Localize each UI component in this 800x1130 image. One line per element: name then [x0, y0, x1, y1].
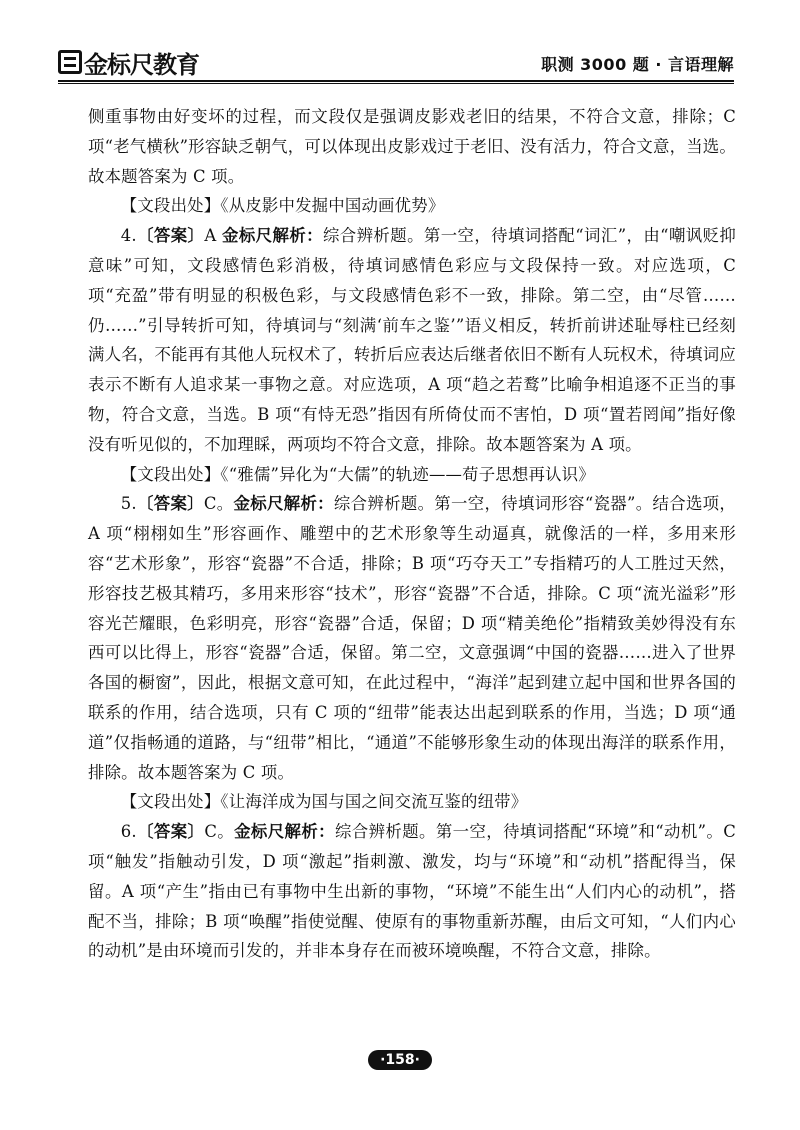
question-4-analysis — [88, 221, 736, 459]
analysis-label: 金标尺解析： — [234, 822, 335, 842]
analysis-text: 综合辨析题。第一空，待填词搭配“词汇”，由“嘲讽贬抑意味”可知，文段感情色彩消极，待填词感情色彩应与文段保持一致。对应选项，C 项“充盈”带有明显的积极色彩，与文段感情色彩不一致，排除。第二空，由“尽管……仍……”引导转折可知，待填词与“刻满‘前车之鉴’”语义相反，转折前讲述耻辱柱已经刻满人名，不能再有其他人玩权术了，转折后应表达后继者依旧不断有人玩权术，待填词应表示不断有人追求某一事物之意。对应选项，A 项“趋之若鹜”比喻争相追逐不正当的事物，符合文意，当选。B 项“有恃无恐”指因有所倚仗而不害怕，D 项“置若罔闻”指好像没有听见似的，不加理睬，两项均不符合文意，排除。故本题答案为 A 项。 — [88, 226, 737, 454]
book-title: 职测 3000 题 · 言语理解 — [541, 55, 734, 74]
question-number: 5. — [120, 494, 137, 514]
analysis-text: 综合辨析题。第一空，待填词形容“瓷器”。结合选项，A 项“栩栩如生”形容画作、雕塑中的艺术形象等生动逼真，就像活的一样，多用来形容“艺术形象”，形容“瓷器”不合适，排除；B 项“巧夺天工”专指精巧的人工胜过天然，形容技艺极其精巧，多用来形容“技术”，形容“瓷器”不合适，排除。C 项“流光溢彩”形容光芒耀眼，色彩明亮，形容“瓷器”合适，保留；D 项“精美绝伦”指精致美妙得没有东西可以比得上，形容“瓷器”合适，保留。第二空，文意强调“中国的瓷器……进入了世界各国的橱窗”，因此，根据文意可知，在此过程中，“海洋”起到建立起中国和世界各国的联系的作用，结合选项，只有 C 项的“纽带”能表达出起到联系的作用，当选；D 项“通道”仅指畅通的道路，与“纽带”相比，“通道”不能够形象生动的体现出海洋的联系作用，排除。故本题答案为 C 项。 — [88, 494, 736, 782]
answer-label: 〔答案〕 — [136, 822, 205, 842]
page-header — [58, 46, 734, 86]
source-citation: 【文段出处】《从皮影中发掘中国动画优势》 — [120, 196, 445, 216]
brand-name: 金标尺教育 — [84, 50, 199, 79]
answer-value: C。 — [204, 822, 235, 842]
brand-logo-icon — [58, 50, 82, 74]
answer-label: 〔答案〕 — [136, 226, 205, 246]
answer-value: C。 — [203, 494, 234, 514]
answer-label: 〔答案〕 — [136, 494, 204, 514]
analysis-label: 金标尺解析： — [222, 226, 323, 246]
source-citation: 【文段出处】《让海洋成为国与国之间交流互鉴的纽带》 — [120, 792, 528, 812]
question-number: 6. — [120, 822, 137, 842]
analysis-label: 金标尺解析： — [233, 494, 334, 514]
question-5-analysis — [88, 489, 736, 787]
page-content — [88, 102, 736, 966]
answer-value: A — [204, 226, 223, 246]
header-divider — [58, 80, 734, 84]
question-number: 4. — [120, 226, 137, 246]
paragraph-continued: 侧重事物由好变坏的过程，而文段仅是强调皮影戏老旧的结果，不符合文意，排除；C 项“老气横秋”形容缺乏朝气，可以体现出皮影戏过于老旧、没有活力，符合文意，当选。故本题答案为 C 项。 — [88, 107, 736, 186]
brand-logo — [58, 46, 199, 78]
analysis-text: 综合辨析题。第一空，待填词搭配“环境”和“动机”。C 项“触发”指触动引发，D 项“激起”指刺激、激发，均与“环境”和“动机”搭配得当，保留。A 项“产生”指由已有事物中生出新的事物，“环境”不能生出“人们内心的动机”，搭配不当，排除；B 项“唤醒”指使觉醒、使原有的事物重新苏醒，由后文可知，“人们内心的动机”是由环境而引发的，并非本身存在而被环境唤醒，不符合文意，排除。 — [88, 822, 736, 961]
question-6-analysis — [88, 817, 736, 966]
page-number: ·158· — [368, 1050, 432, 1070]
source-citation: 【文段出处】《“雅儒”异化为“大儒”的轨迹——荀子思想再认识》 — [120, 464, 595, 484]
